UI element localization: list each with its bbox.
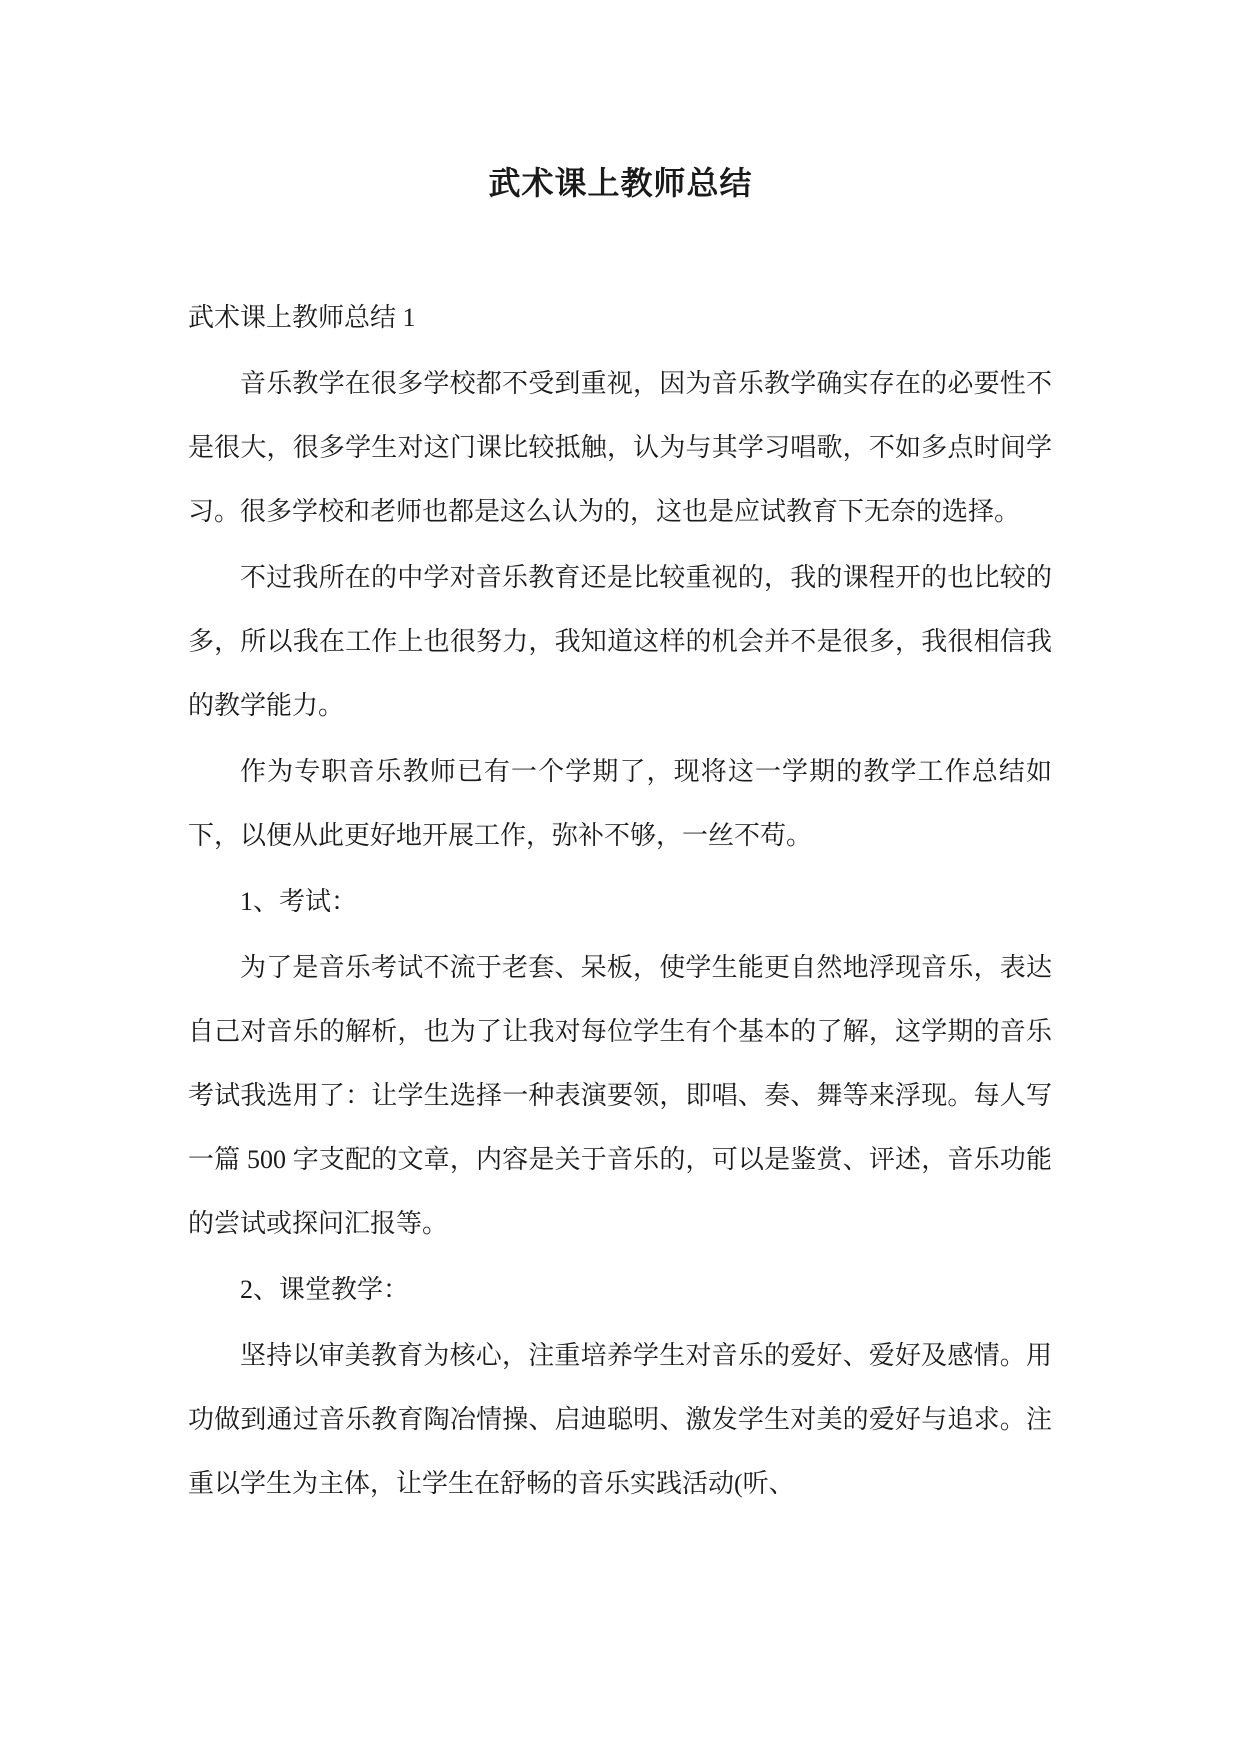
- paragraph-classroom: 坚持以审美教育为核心，注重培养学生对音乐的爱好、爱好及感情。用功做到通过音乐教育陶冶情操、启迪聪明、激发学生对美的爱好与追求。注重以学生为主体，让学生在舒畅的音乐实践活动(听、: [188, 1341, 1052, 1498]
- document-title: 武术课上教师总结: [488, 165, 753, 201]
- paragraph-school: 不过我所在的中学对音乐教育还是比较重视的，我的课程开的也比较的多，所以我在工作上也很努力，我知道这样的机会并不是很多，我很相信我的教学能力。: [188, 563, 1052, 720]
- paragraph-summary: 作为专职音乐教师已有一个学期了，现将这一学期的教学工作总结如下，以便从此更好地开展工作，弥补不够，一丝不苟。: [188, 757, 1052, 850]
- section-heading: 武术课上教师总结 1: [188, 303, 416, 332]
- list-heading-classroom: 2、课堂教学：: [240, 1275, 410, 1304]
- list-heading-exam: 1、考试：: [240, 887, 358, 916]
- paragraph-intro: 音乐教学在很多学校都不受到重视，因为音乐教学确实存在的必要性不是很大，很多学生对这门课比较抵触，认为与其学习唱歌，不如多点时间学习。很多学校和老师也都是这么认为的，这也是应试教育下无奈的选择。: [188, 369, 1052, 526]
- paragraph-exam: 为了是音乐考试不流于老套、呆板，使学生能更自然地浮现音乐，表达自己对音乐的解析，也为了让我对每位学生有个基本的了解，这学期的音乐考试我选用了：让学生选择一种表演要领，即唱、奏、舞等来浮现。每人写一篇 500 字支配的文章，内容是关于音乐的，可以是鉴赏、评述，音乐功能的尝试或探问汇报等。: [188, 953, 1052, 1238]
- document-body: [188, 286, 1052, 1518]
